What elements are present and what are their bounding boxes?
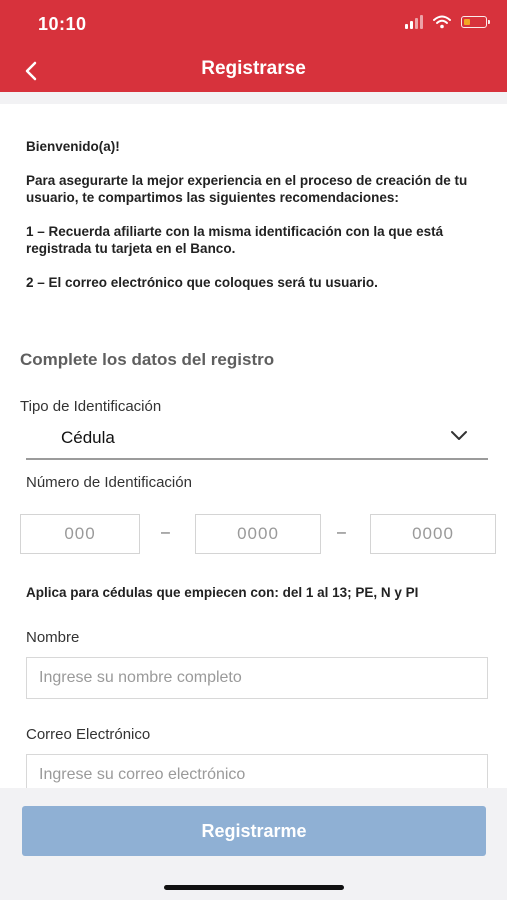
intro-text (26, 138, 486, 308)
status-time: 10:10 (38, 14, 87, 34)
intro-paragraph: Para asegurarte la mejor experiencia en el proceso de creación de tu usuario, te compartimos las siguientes recomendaciones: (26, 173, 468, 205)
section-title: Complete los datos del registro (20, 350, 275, 369)
recommendation-1: 1 – Recuerda afiliarte con la misma identificación con la que está registrada tu tarjeta en el Banco. (26, 224, 444, 256)
name-label: Nombre (26, 629, 80, 646)
id-part1-input[interactable]: 000 (20, 514, 140, 554)
register-button[interactable]: Registrarme (22, 806, 486, 856)
page-title: Registrarse (201, 58, 306, 79)
email-input[interactable]: Ingrese su correo electrónico (26, 754, 488, 796)
cellular-signal-icon (405, 15, 423, 29)
home-indicator (164, 885, 344, 890)
id-number-label: Número de Identificación (26, 474, 192, 491)
status-icons (405, 15, 487, 29)
recommendation-2: 2 – El correo electrónico que coloques será tu usuario. (26, 275, 378, 290)
id-separator-1: – (161, 524, 170, 541)
id-type-label: Tipo de Identificación (20, 398, 162, 415)
greeting: Bienvenido(a)! (26, 139, 120, 154)
id-note: Aplica para cédulas que empiecen con: del 1 al 13; PE, N y PI (26, 585, 419, 600)
id-type-select[interactable] (26, 420, 488, 460)
battery-icon (461, 16, 487, 28)
id-type-value: Cédula (61, 428, 115, 447)
email-label: Correo Electrónico (26, 726, 151, 743)
app-header (0, 0, 507, 92)
wifi-icon (433, 15, 451, 29)
id-part3-input[interactable]: 0000 (370, 514, 496, 554)
header-divider (0, 92, 507, 104)
chevron-down-icon (450, 430, 468, 442)
id-part2-input[interactable]: 0000 (195, 514, 321, 554)
name-input[interactable]: Ingrese su nombre completo (26, 657, 488, 699)
id-separator-2: – (337, 524, 346, 541)
